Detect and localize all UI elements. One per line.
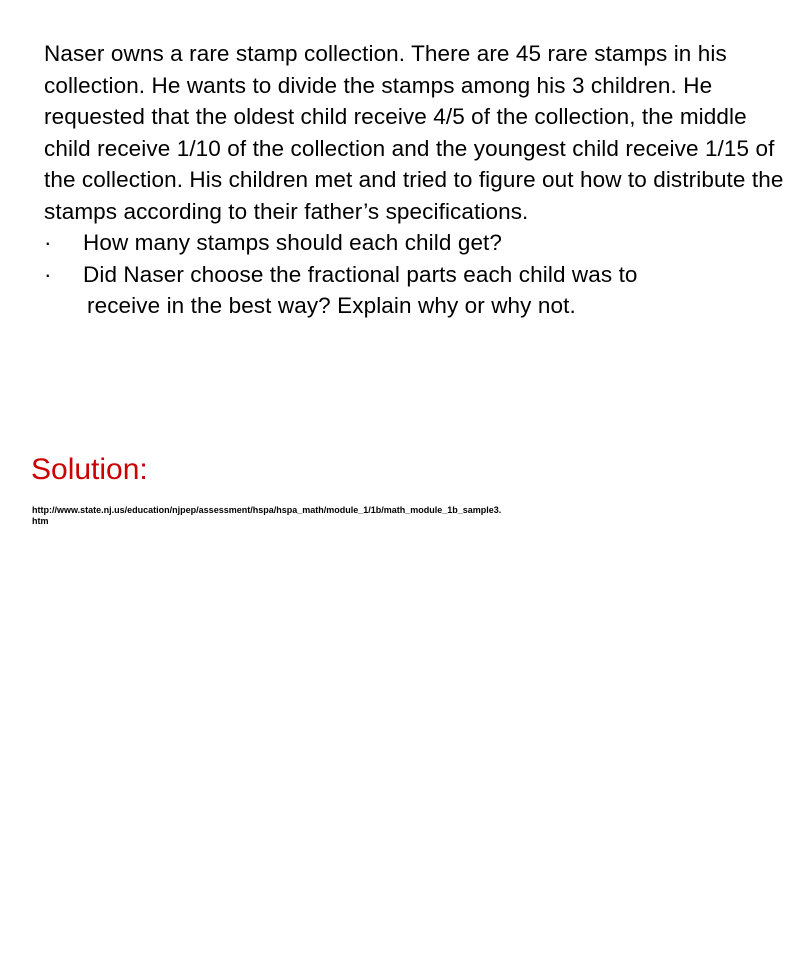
bullet-icon: · — [44, 261, 52, 287]
solution-link-line1: http://www.state.nj.us/education/njpep/assessment/hspa/hspa_math/module_1/1b/math_module_1b_sample3. — [32, 505, 502, 515]
question-item — [44, 259, 794, 322]
problem-statement — [44, 38, 794, 322]
question-text: How many stamps should each child get? — [83, 230, 503, 255]
solution-link-line2: htm — [32, 516, 49, 526]
solution-heading: Solution: — [31, 453, 148, 486]
solution-link[interactable] — [32, 505, 632, 527]
question-text-continued: receive in the best way? Explain why or why not. — [87, 293, 576, 318]
question-item — [44, 227, 794, 259]
question-text: Did Naser choose the fractional parts each child was to — [83, 261, 638, 287]
bullet-icon: · — [44, 230, 52, 255]
problem-paragraph: Naser owns a rare stamp collection. There are 45 rare stamps in his collection. He wants to divide the stamps among his 3 children. He requested that the oldest child receive 4/5 of the collection, the middle child receive 1/10 of the collection and the youngest child receive 1/15 of the collection. His children met and tried to figure out how to distribute the stamps according to their father’s specifications. — [44, 41, 784, 224]
question-list — [44, 227, 794, 322]
